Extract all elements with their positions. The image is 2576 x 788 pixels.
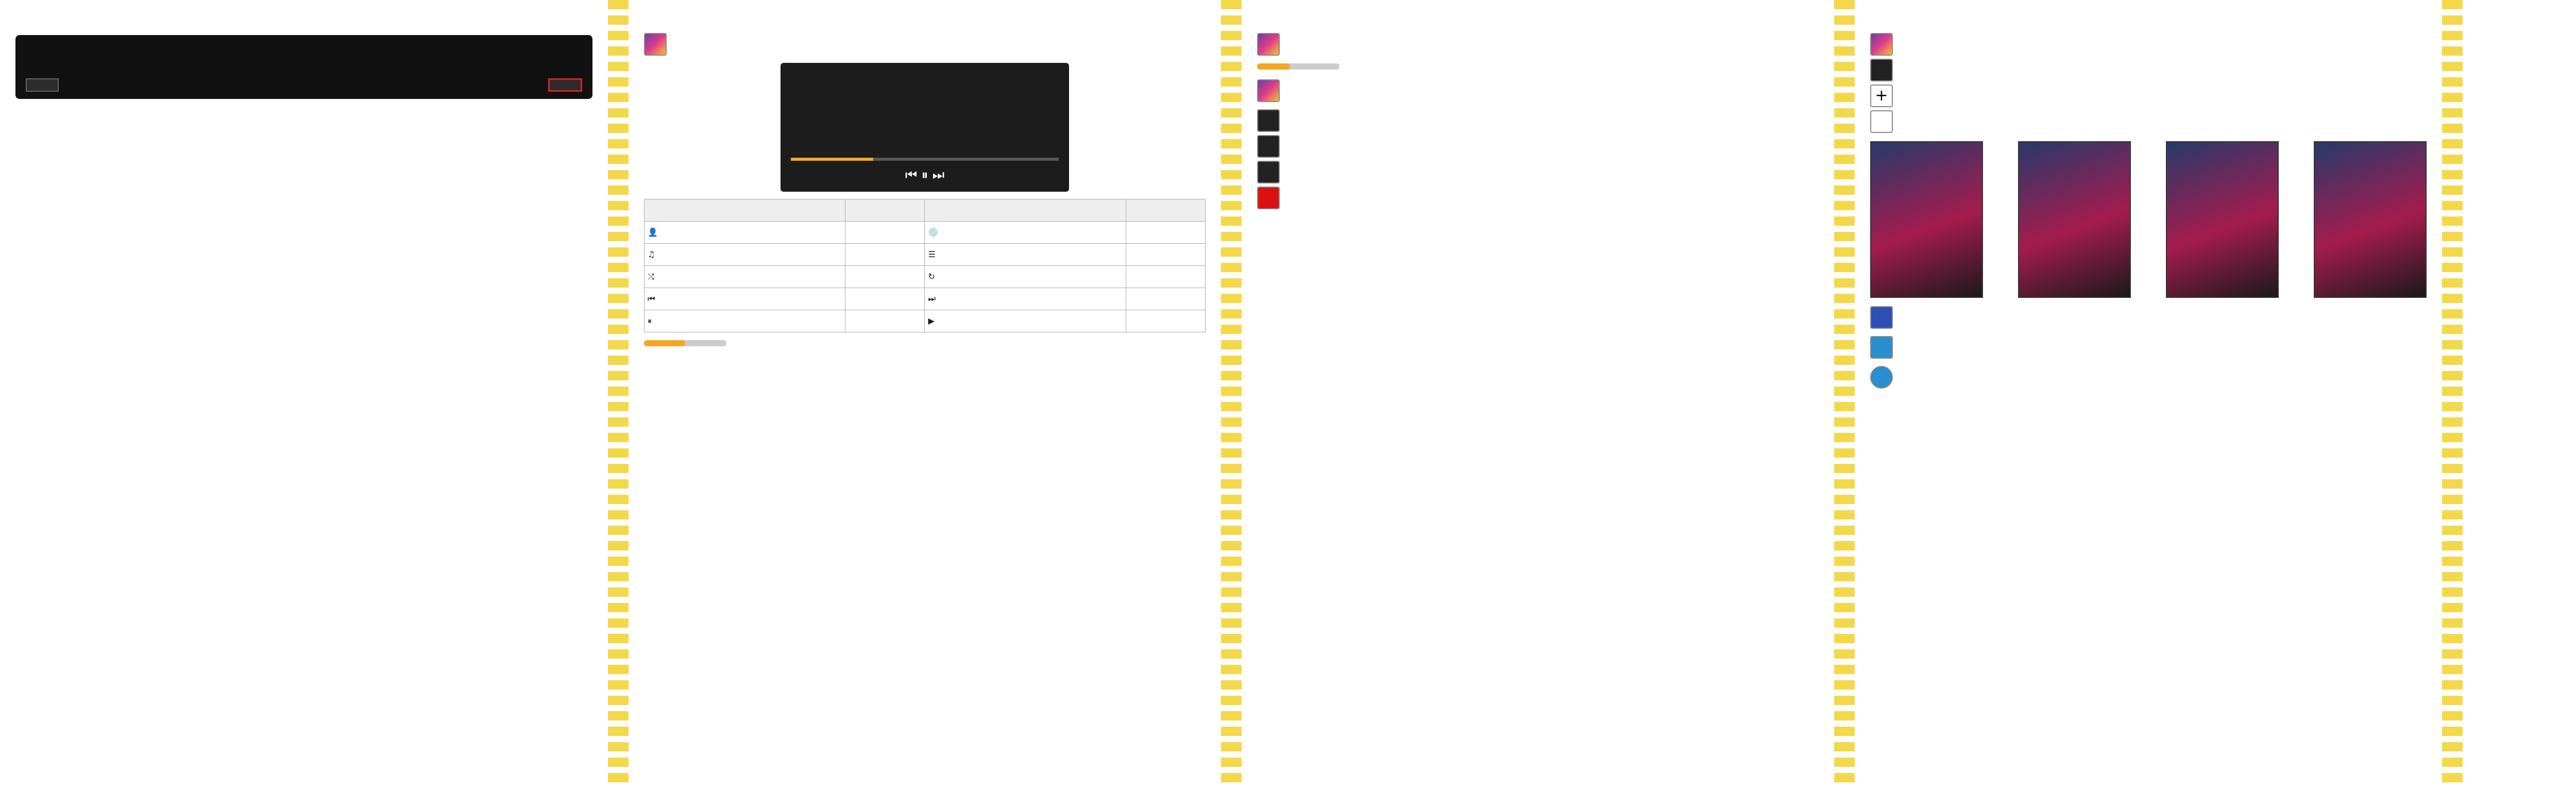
calculator-app-icon: [1870, 336, 1893, 359]
storage-row: [26, 48, 582, 55]
paragraph: [1870, 306, 2427, 329]
albums-icon: 💿: [925, 222, 1126, 244]
player-functions-table: [644, 199, 1206, 332]
paragraph: [1257, 79, 1819, 102]
column-rules: [2463, 21, 2576, 783]
storage-row: [26, 42, 582, 48]
column-install: [0, 21, 608, 783]
camera-app-icon: [1257, 109, 1280, 132]
songs-icon: ♫: [645, 244, 845, 266]
paragraph: [1870, 33, 2427, 56]
clear-data-button[interactable]: [26, 78, 59, 92]
paragraph: [644, 336, 1206, 349]
calendar-app-icon: [1870, 306, 1893, 329]
video-app-icon: [1257, 33, 1280, 56]
previous-icon: ⏮: [645, 288, 845, 310]
paragraph: [1257, 109, 1819, 132]
table-row: [645, 288, 1206, 310]
next-icon: ⏭: [925, 288, 1126, 310]
paragraph: [1257, 161, 1819, 183]
table-row: [645, 266, 1206, 288]
column-browser: [1855, 21, 2442, 783]
bookmarks-icon: [1870, 110, 1893, 133]
player-controls: ⏮ ⏸ ⏭: [905, 167, 945, 183]
column-video: [1242, 21, 1834, 783]
progress-fill[interactable]: [791, 158, 873, 161]
play-icon: ▶: [925, 310, 1126, 332]
gallery-app-icon: [1257, 79, 1280, 102]
browser-screenshots: [1870, 141, 2427, 298]
storage-row: [26, 67, 582, 73]
paragraph: [1257, 135, 1819, 158]
music-app-icon: [644, 33, 667, 56]
tabs-icon: [1870, 59, 1893, 81]
storage-row: [26, 55, 582, 61]
paragraph: [1870, 110, 2427, 133]
music-player-screenshot: [781, 63, 1069, 192]
new-tab-icon: +: [1870, 85, 1893, 107]
paragraph: [1870, 85, 2427, 107]
paragraph: [1257, 59, 1819, 72]
shuffle-icon: ⤮: [645, 266, 845, 288]
storage-row: [26, 61, 582, 67]
pause-icon: ⏸: [645, 310, 845, 332]
table-row: [645, 222, 1206, 244]
record-icon: [1257, 187, 1280, 209]
clock-app-icon: [1870, 366, 1893, 389]
paragraph: [1870, 336, 2427, 359]
seek-slider-icon: [1257, 63, 1340, 70]
divider: [608, 0, 629, 788]
table-row: [645, 244, 1206, 266]
shutter-icon: [1257, 161, 1280, 183]
paragraph: [1257, 33, 1819, 56]
playlist-icon: ☰: [925, 244, 1126, 266]
paragraph: [644, 33, 1206, 56]
browser-app-icon: [1870, 33, 1893, 56]
artists-icon: 👤: [645, 222, 845, 244]
switch-camera-icon: [1257, 135, 1280, 158]
divider: [1221, 0, 1242, 788]
divider: [1834, 0, 1855, 788]
screenshot: [2166, 141, 2279, 298]
screenshot: [2314, 141, 2427, 298]
paragraph: [1870, 366, 2427, 389]
volume-slider-icon: [644, 340, 726, 346]
repeat-icon: ↻: [925, 266, 1126, 288]
screenshot: [2018, 141, 2131, 298]
app-storage-panel: [15, 35, 592, 99]
move-to-sd-button[interactable]: [548, 78, 582, 92]
paragraph: [1257, 187, 1819, 209]
table-row: [645, 310, 1206, 332]
divider: [2442, 0, 2463, 788]
screenshot: [1870, 141, 1983, 298]
paragraph: [1870, 59, 2427, 81]
column-music: [629, 21, 1221, 783]
